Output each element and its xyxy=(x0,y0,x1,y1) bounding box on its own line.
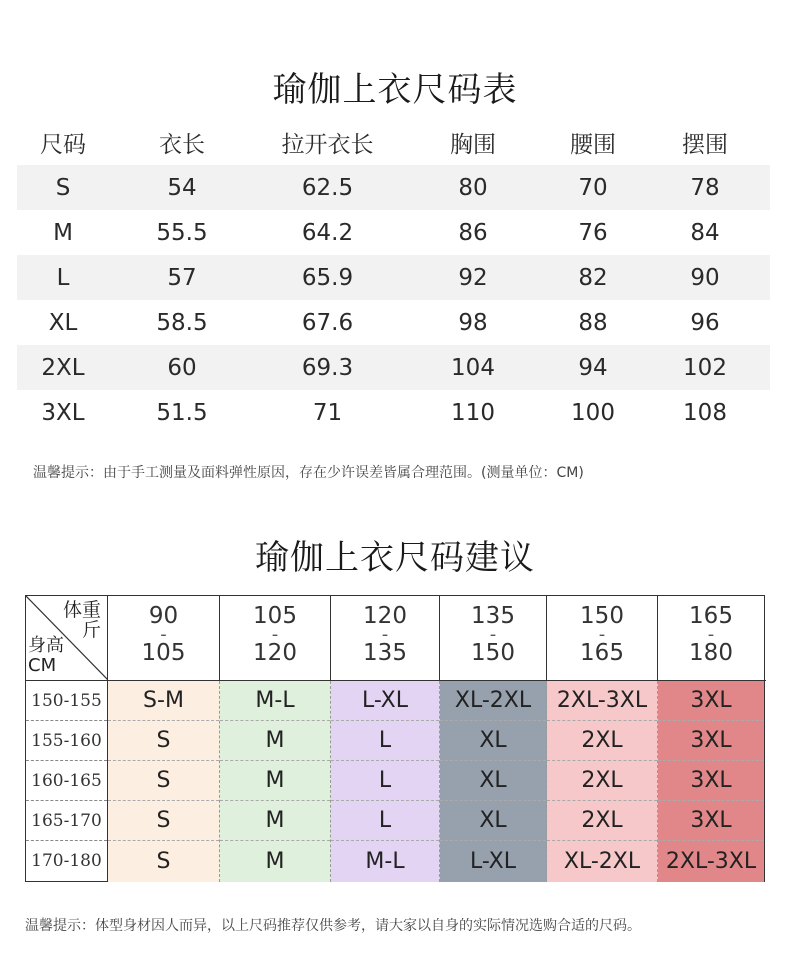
height-range-cell: 155-160 xyxy=(26,721,107,761)
weight-to: 180 xyxy=(689,640,733,666)
size-recommendation-cell: M xyxy=(220,801,330,841)
size-table-header-cell: 拉开衣长 xyxy=(281,132,374,158)
size-recommendation-cell: S xyxy=(156,848,171,874)
size-table-cell: 62.5 xyxy=(301,174,354,201)
grid-header-row xyxy=(26,596,766,680)
size-recommendation-cell: 3XL xyxy=(658,721,764,761)
size-table-cell: 88 xyxy=(578,309,608,336)
corner-height-unit: CM xyxy=(28,655,57,676)
size-recommendation-cell: L xyxy=(331,761,439,801)
size-recommendation-cell: XL xyxy=(440,721,546,761)
size-column xyxy=(658,681,764,882)
size-table-row xyxy=(17,345,770,390)
height-range-cell: 170-180 xyxy=(31,851,102,871)
size-table-cell: 108 xyxy=(683,399,727,426)
size-table-cell: L xyxy=(56,264,70,291)
size-table-cell: XL xyxy=(48,309,78,336)
size-table-header-cell: 腰围 xyxy=(570,132,616,158)
corner-height-text: 身高 xyxy=(28,635,64,656)
weight-from: 120 xyxy=(363,603,407,629)
size-table-cell: 80 xyxy=(458,174,488,201)
weight-separator: - xyxy=(381,624,389,645)
height-range-cell: 160-165 xyxy=(26,761,107,801)
size-column xyxy=(108,681,220,882)
size-recommendation-cell: XL-2XL xyxy=(440,681,546,721)
size-table-cell: 51.5 xyxy=(156,399,208,426)
size-table-cell: 92 xyxy=(458,264,488,291)
size-recommendation-cell: XL-2XL xyxy=(563,848,641,874)
height-range-cell: 165-170 xyxy=(26,801,107,841)
recommendation-note: 温馨提示：体型身材因人而异，以上尺码推荐仅供参考，请大家以自身的实际情况选购合适的尺码。 xyxy=(25,918,641,934)
size-recommendation-cell: M-L xyxy=(365,848,405,874)
size-table-cell: 78 xyxy=(690,174,720,201)
size-table-row xyxy=(17,255,770,300)
weight-separator: - xyxy=(707,624,715,645)
weight-separator: - xyxy=(489,624,497,645)
size-recommendation-cell: M xyxy=(265,848,285,874)
size-table-row xyxy=(17,300,770,345)
size-recommendation-cell: S xyxy=(108,721,219,761)
size-column xyxy=(440,681,547,882)
size-column xyxy=(220,681,331,882)
size-table-cell: 86 xyxy=(458,219,488,246)
size-recommendation-cell: M-L xyxy=(220,681,330,721)
size-recommendation-cell: 2XL-3XL xyxy=(665,848,757,874)
size-table-cell: 54 xyxy=(167,174,197,201)
size-recommendation-cell: L-XL xyxy=(469,848,517,874)
size-recommendation-cell: 2XL-3XL xyxy=(547,681,657,721)
weight-range-header xyxy=(658,596,764,680)
weight-to: 120 xyxy=(253,640,297,666)
weight-from: 135 xyxy=(471,603,515,629)
size-table-header-cell: 摆围 xyxy=(682,132,728,158)
size-recommendation-cell: 2XL xyxy=(547,721,657,761)
size-table-cell: 69.3 xyxy=(301,354,354,381)
size-table-cell: 55.5 xyxy=(156,219,208,246)
size-table-header-cell: 衣长 xyxy=(159,132,205,158)
size-recommendation-cell: L-XL xyxy=(331,681,439,721)
size-table xyxy=(17,120,770,435)
size-table-cell: 70 xyxy=(578,174,608,201)
weight-from: 90 xyxy=(148,603,179,629)
weight-from: 105 xyxy=(253,603,297,629)
corner-weight-label xyxy=(63,600,101,640)
weight-separator: - xyxy=(598,624,606,645)
corner-weight-unit: 斤 xyxy=(81,619,101,641)
weight-range-header xyxy=(220,596,331,680)
size-recommendation-cell: S xyxy=(108,761,219,801)
weight-range-header xyxy=(108,596,220,680)
size-recommendation-cell: 2XL xyxy=(547,801,657,841)
size-recommendation-cell: 2XL xyxy=(547,761,657,801)
size-column xyxy=(331,681,440,882)
size-recommendation-cell: S xyxy=(108,801,219,841)
size-table-cell: 57 xyxy=(167,264,197,291)
corner-weight-text: 体重 xyxy=(62,599,101,621)
recommendation-grid xyxy=(25,595,765,882)
weight-to: 150 xyxy=(471,640,515,666)
weight-from: 165 xyxy=(689,603,733,629)
size-table-header-cell: 尺码 xyxy=(40,132,86,158)
grid-corner-cell xyxy=(26,596,108,680)
size-table-row xyxy=(17,210,770,255)
size-table-cell: M xyxy=(53,219,73,246)
size-table-cell: 94 xyxy=(578,354,608,381)
size-table-note: 温馨提示：由于手工测量及面料弹性原因，存在少许误差皆属合理范围。(测量单位：CM) xyxy=(33,465,584,481)
size-table-cell: 84 xyxy=(690,219,720,246)
size-table-cell: 96 xyxy=(690,309,720,336)
recommendation-title: 瑜伽上衣尺码建议 xyxy=(255,538,535,578)
size-recommendation-cell: XL xyxy=(440,801,546,841)
size-column xyxy=(547,681,658,882)
size-table-cell: 58.5 xyxy=(156,309,208,336)
size-table-cell: 102 xyxy=(683,354,727,381)
weight-header-cells xyxy=(108,596,766,680)
size-table-cell: S xyxy=(55,174,71,201)
weight-to: 105 xyxy=(141,640,186,666)
size-table-cell: 2XL xyxy=(41,354,85,381)
weight-separator: - xyxy=(160,624,167,645)
size-table-cell: 76 xyxy=(578,219,608,246)
height-column xyxy=(26,681,108,882)
size-table-cell: 71 xyxy=(312,399,343,426)
size-table-header xyxy=(17,120,770,165)
size-table-row xyxy=(17,165,770,210)
size-recommendation-cell: XL xyxy=(440,761,546,801)
size-table-cell: 82 xyxy=(578,264,608,291)
size-table-cell: 104 xyxy=(451,354,495,381)
size-table-cell: 60 xyxy=(167,354,197,381)
size-table-cell: 90 xyxy=(690,264,720,291)
size-recommendation-cell: 3XL xyxy=(658,761,764,801)
weight-from: 150 xyxy=(580,603,624,629)
size-table-cell: 67.6 xyxy=(301,309,354,336)
weight-to: 165 xyxy=(580,640,624,666)
size-recommendation-cell: L xyxy=(331,801,439,841)
weight-range-header xyxy=(331,596,440,680)
size-table-cell: 110 xyxy=(451,399,495,426)
grid-body xyxy=(26,680,766,882)
corner-height-label xyxy=(28,636,64,676)
size-table-row xyxy=(17,390,770,435)
size-table-cell: 100 xyxy=(571,399,615,426)
size-recommendation-cell: M xyxy=(220,761,330,801)
size-table-cell: 3XL xyxy=(41,399,85,426)
size-table-title: 瑜伽上衣尺码表 xyxy=(272,70,518,110)
size-table-cell: 64.2 xyxy=(301,219,354,246)
size-recommendation-cell: 3XL xyxy=(658,681,764,721)
size-table-cell: 98 xyxy=(458,309,488,336)
size-recommendation-cell: S-M xyxy=(108,681,219,721)
size-recommendation-cell: M xyxy=(220,721,330,761)
weight-to: 135 xyxy=(363,640,407,666)
size-columns xyxy=(108,681,766,882)
size-recommendation-cell: 3XL xyxy=(658,801,764,841)
size-table-header-cell: 胸围 xyxy=(450,132,496,158)
weight-separator: - xyxy=(271,624,279,645)
height-range-cell: 150-155 xyxy=(26,681,107,721)
size-table-cell: 65.9 xyxy=(301,264,354,291)
weight-range-header xyxy=(547,596,658,680)
size-recommendation-cell: L xyxy=(331,721,439,761)
weight-range-header xyxy=(440,596,547,680)
